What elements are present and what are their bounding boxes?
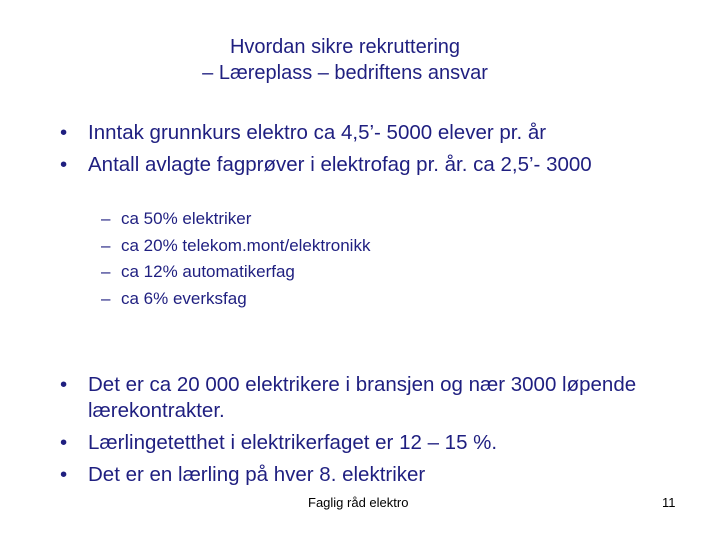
dash-marker: –: [101, 288, 111, 308]
bullet-marker: •: [60, 463, 68, 486]
bullet-text: Inntak grunnkurs elektro ca 4,5’- 5000 elever pr. år: [88, 121, 547, 144]
slide-title: [0, 34, 690, 86]
bullet-text: Antall avlagte fagprøver i elektrofag pr. år. ca 2,5’- 3000: [88, 153, 592, 176]
bullet-item: [60, 462, 690, 488]
bullet-item: [60, 152, 690, 178]
bullet-text: Det er en lærling på hver 8. elektriker: [88, 463, 426, 486]
dash-marker: –: [101, 209, 111, 228]
bullet-item: [60, 430, 690, 456]
sub-bullet-list: [101, 206, 370, 312]
title-line-1: Hvordan sikre rekruttering: [229, 36, 461, 58]
bullet-marker: •: [60, 431, 68, 454]
bullet-marker: •: [60, 153, 68, 176]
sub-bullet-text: ca 12% automatikerfag: [121, 262, 295, 281]
sub-bullet-item: [101, 206, 370, 233]
title-line-2: – Læreplass – bedriftens ansvar: [202, 62, 488, 84]
top-bullet-list: [60, 120, 690, 184]
bullet-item: [60, 120, 690, 146]
bullet-text: Det er ca 20 000 elektrikere i bransjen og nær 3000 løpende lærekontrakter.: [88, 373, 637, 422]
bottom-bullet-list: [60, 372, 690, 494]
sub-bullet-item: [101, 286, 370, 313]
sub-bullet-text: ca 6% everksfag: [121, 288, 247, 308]
page-number: 11: [662, 495, 676, 510]
footer-text: Faglig råd elektro: [308, 495, 409, 510]
sub-bullet-text: ca 50% elektriker: [121, 209, 252, 228]
sub-bullet-item: [101, 233, 370, 260]
bullet-marker: •: [60, 373, 68, 396]
dash-marker: –: [101, 262, 111, 281]
sub-bullet-item: [101, 259, 370, 286]
bullet-marker: •: [60, 121, 68, 144]
sub-bullet-text: ca 20% telekom.mont/elektronikk: [121, 235, 371, 255]
bullet-text: Lærlingetetthet i elektrikerfaget er 12 – 15 %.: [88, 431, 498, 454]
dash-marker: –: [101, 235, 111, 255]
bullet-item: [60, 372, 690, 424]
